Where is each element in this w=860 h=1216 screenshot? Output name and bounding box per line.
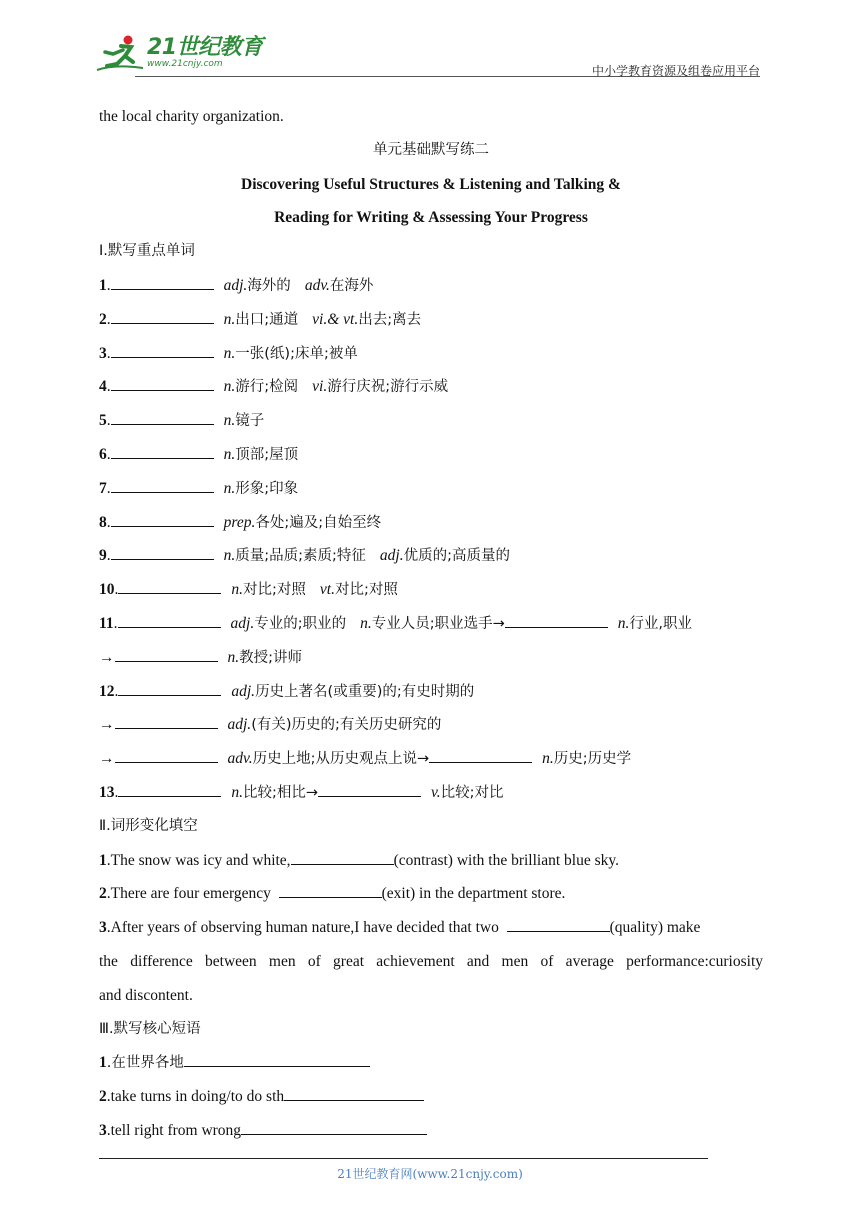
pos-label: prep. [223,513,256,531]
definition: (有关)历史的;有关历史研究的 [251,717,442,734]
word-item-6: 6. n.顶部;屋顶 [99,438,763,472]
answer-blank[interactable] [284,1085,424,1101]
item-number: 3 [99,344,107,362]
definition: 优质的;高质量的 [403,548,510,565]
definition: 游行;检阅 [235,379,299,396]
sentence-text: (quality) make [609,919,701,937]
part1-word-list [99,269,763,607]
item-number: 7 [99,479,107,497]
pos-label: n. [223,344,236,362]
definition: 历史上地;从历史观点上说→ [252,751,430,768]
item-12-cont-b [99,742,763,776]
sentence-text: (contrast) with the brilliant blue sky. [393,851,619,869]
phrase-1 [99,1046,763,1080]
header-divider [135,76,760,77]
answer-blank[interactable] [111,342,214,358]
definition: 出去;离去 [358,311,422,328]
header-platform-text: 中小学教育资源及组卷应用平台 [591,64,760,78]
answer-blank[interactable] [184,1051,370,1067]
word-item-9: 9. n.质量;品质;素质;特征 adj.优质的;高质量的 [99,539,763,573]
answer-blank[interactable] [429,747,532,763]
answer-blank[interactable] [118,680,221,696]
pos-label: n. [223,445,236,463]
answer-blank[interactable] [118,578,221,594]
item-number: 6 [99,445,107,463]
definition: 教授;讲师 [239,649,303,666]
word-item-5: 5. n.镜子 [99,404,763,438]
sentence-3 [99,911,763,945]
pos-label: adj. [379,547,404,565]
item-11-cont [99,641,763,675]
word-item-10: 10. n.对比;对照 vt.对比;对照 [99,573,763,607]
page-content [99,100,763,1148]
answer-blank[interactable] [111,544,214,560]
definition: 对比;对照 [243,582,306,599]
pos-label: n. [223,378,236,396]
runner-logo-icon [95,34,145,72]
word-item-4: 4. n.游行;检阅 vi.游行庆祝;游行示威 [99,370,763,404]
item-number: 1 [99,1054,107,1072]
definition: 顶部;屋顶 [235,446,299,463]
definition: 一张(纸);床单;被单 [235,345,358,362]
pos-label: n. [223,547,236,565]
sentence-3-line-2: the difference between men of great achievement and men of average performance:curiosity [99,952,763,970]
answer-blank[interactable] [118,612,221,628]
item-number: 11 [99,614,114,632]
logo [95,34,263,72]
item-number: 5 [99,412,107,430]
item-12-cont-a [99,708,763,742]
pos-label: adj. [231,682,256,700]
sentence-2 [99,877,763,911]
pos-label: adv. [227,750,253,768]
item-12: 12. adj.历史上著名(或重要)的;有史时期的 [99,675,763,709]
logo-main-text: 21世纪教育 [147,35,263,60]
logo-sub-text: www.21cnjy.com [147,59,223,69]
phrase-2 [99,1080,763,1114]
sentence-text: (exit) in the department store. [381,885,566,903]
phrase-text: .tell right from wrong [106,1121,242,1139]
page-header [95,30,760,78]
sentence-3-line-3: and discontent. [99,986,193,1004]
part2-heading: Ⅱ.词形变化填空 [99,817,198,834]
footer-divider [99,1158,708,1159]
answer-blank[interactable] [507,916,610,932]
sentence-text: .After years of observing human nature,I have decided that two [106,919,499,937]
definition: 出口;通道 [235,311,299,328]
definition: 形象;印象 [235,480,299,497]
pos-label: n. [223,479,236,497]
item-number: 10 [99,581,115,599]
answer-blank[interactable] [279,882,382,898]
pos-label: n. [223,310,236,328]
item-number: 3 [99,919,107,937]
answer-blank[interactable] [111,409,214,425]
word-item-8: 8. prep.各处;遍及;自始至终 [99,506,763,540]
pos-label: adv. [304,276,330,294]
pos-label: n. [542,750,554,768]
pos-label: vt. [319,581,335,599]
pos-label: n. [223,412,236,430]
sentence-text: .There are four emergency [106,885,271,903]
answer-blank[interactable] [111,477,214,493]
definition: 在海外 [329,277,374,294]
item-13: 13. n.比较;相比→ v.比较;对比 [99,776,763,810]
item-11: 11. adj.专业的;职业的 n.专业人员;职业选手→ n.行业,职业 [99,607,763,641]
definition: 镜子 [235,413,265,430]
subtitle-1: Discovering Useful Structures & Listening and Talking & [241,175,621,193]
item-number: 1 [99,851,107,869]
item-number: 12 [99,682,115,700]
part3-heading: Ⅲ.默写核心短语 [99,1020,201,1037]
answer-blank[interactable] [115,646,218,662]
section-title: 单元基础默写练二 [373,141,489,158]
pos-label: n. [617,614,630,632]
definition: 各处;遍及;自始至终 [255,514,382,531]
pos-label: v. [431,783,441,801]
definition: 海外的 [247,277,291,294]
definition: 比较;对比 [440,784,504,801]
definition: 游行庆祝;游行示威 [327,379,449,396]
definition: 专业的;职业的 [254,615,347,632]
definition: 质量;品质;素质;特征 [235,548,366,565]
item-number: 13 [99,783,115,801]
pos-label: vi. [312,378,328,396]
subtitle-2: Reading for Writing & Assessing Your Progress [274,209,588,227]
sentence-1 [99,844,763,878]
answer-blank[interactable] [111,375,214,391]
sentence-text: .The snow was icy and white, [106,851,291,869]
part1-heading: Ⅰ.默写重点单词 [99,243,195,260]
item-number: 8 [99,513,107,531]
pos-label: n. [227,648,240,666]
answer-blank[interactable] [505,612,608,628]
arrow: → [99,648,115,666]
pos-label: n. [360,614,372,632]
definition: 历史;历史学 [553,751,632,768]
definition: 比较;相比→ [243,784,319,801]
item-number: 2 [99,310,107,328]
answer-blank[interactable] [111,511,214,527]
word-item-2: 2. n.出口;通道 vi.& vt.出去;离去 [99,303,763,337]
footer-text: 21世纪教育网(www.21cnjy.com) [337,1167,523,1181]
definition: 专业人员;职业选手→ [371,615,505,632]
intro-line: the local charity organization. [99,108,284,125]
pos-label: adj. [227,716,252,734]
definition: 对比;对照 [334,582,398,599]
phrase-3 [99,1114,763,1148]
item-number: 2 [99,1088,107,1106]
definition: 行业,职业 [629,615,693,632]
item-number: 4 [99,378,107,396]
phrase-text: .take turns in doing/to do sth [106,1088,285,1106]
phrase-text: .在世界各地 [106,1055,184,1072]
pos-label: adj. [223,276,248,294]
answer-blank[interactable] [111,443,214,459]
pos-label: n. [231,783,243,801]
word-item-3: 3. n.一张(纸);床单;被单 [99,337,763,371]
pos-label: adj. [230,614,255,632]
answer-blank[interactable] [291,849,394,865]
answer-blank[interactable] [318,781,421,797]
word-item-1: 1. adj.海外的 adv.在海外 [99,269,763,303]
item-number: 3 [99,1121,107,1139]
answer-blank[interactable] [115,747,218,763]
arrow: → [99,716,115,734]
definition: 历史上著名(或重要)的;有史时期的 [255,683,475,700]
item-number: 1 [99,276,107,294]
answer-blank[interactable] [111,274,214,290]
pos-label: n. [231,581,243,599]
word-item-7: 7. n.形象;印象 [99,472,763,506]
arrow: → [99,750,115,768]
answer-blank[interactable] [241,1119,427,1135]
item-number: 9 [99,547,107,565]
answer-blank[interactable] [118,781,221,797]
item-number: 2 [99,885,107,903]
answer-blank[interactable] [111,308,214,324]
pos-label: vi.& vt. [312,310,359,328]
answer-blank[interactable] [115,713,218,729]
